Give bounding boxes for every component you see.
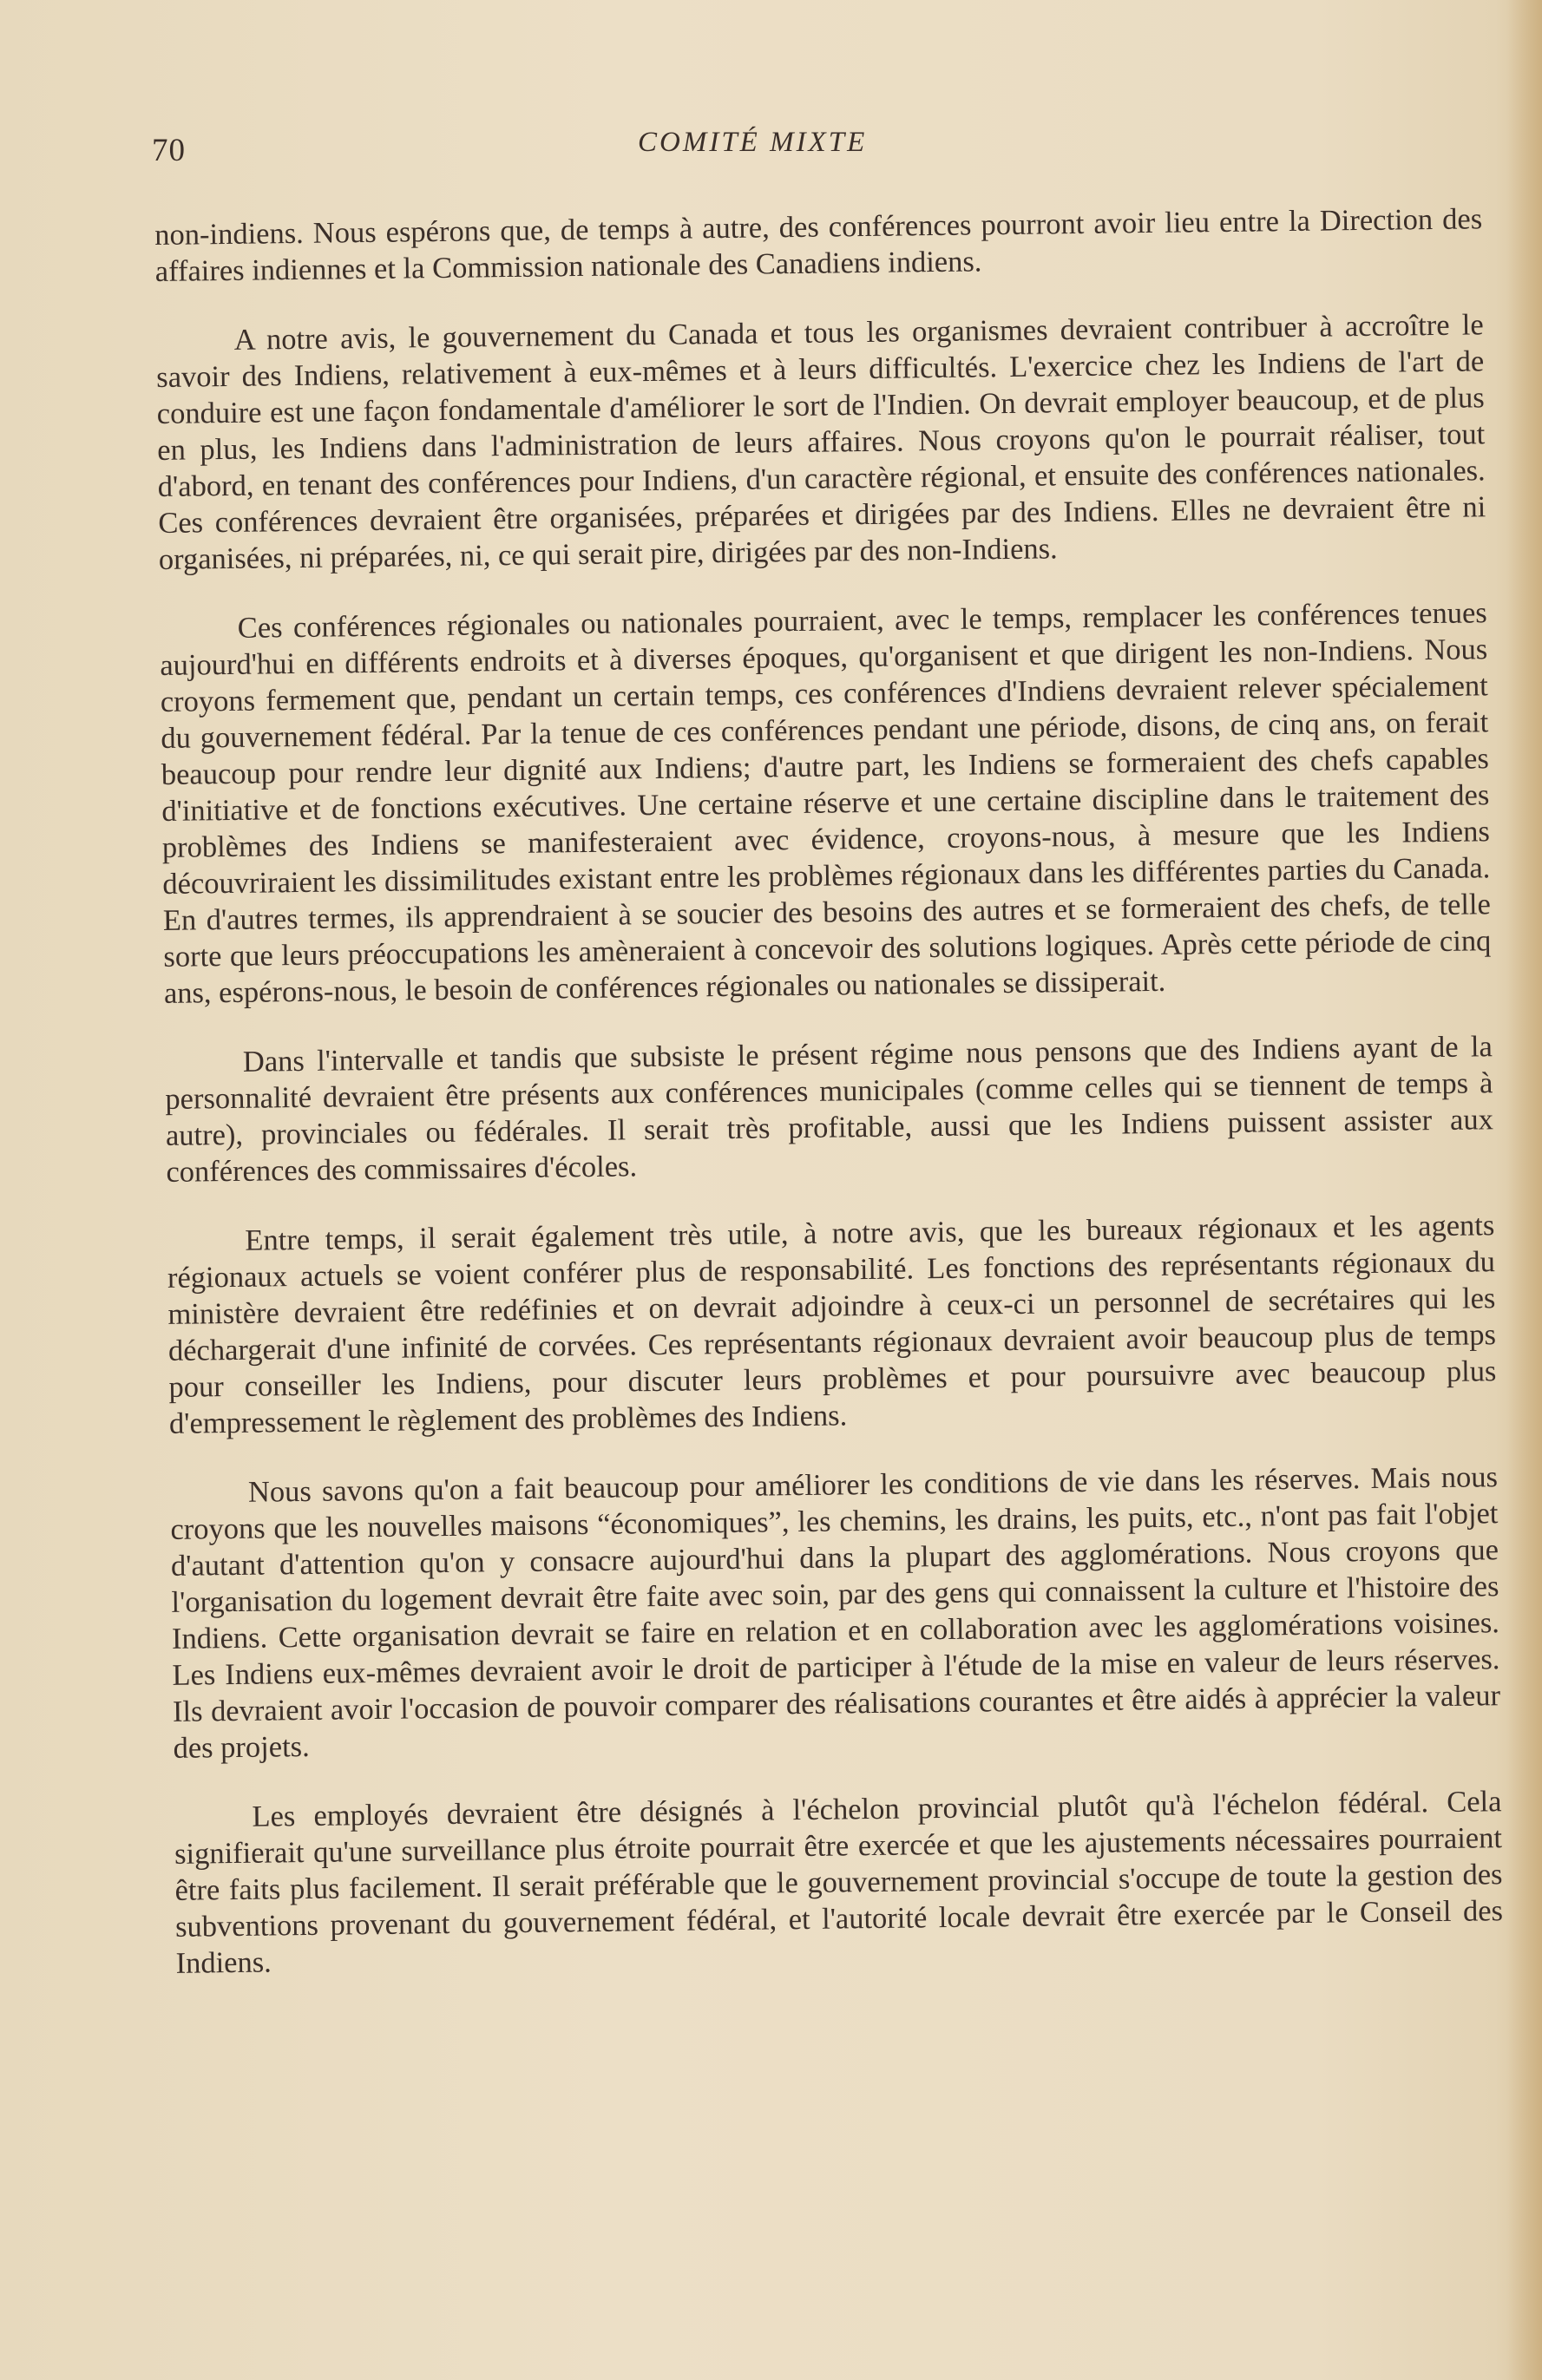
- page-edge-shadow: [1507, 0, 1542, 2380]
- running-title: COMITÉ MIXTE: [638, 127, 868, 158]
- paragraph: non-indiens. Nous espérons que, de temps à autre, des conférences pourront avoir lieu entre la Direction des affaires indiennes et la Commission nationale des Canadiens indiens.: [154, 202, 1483, 288]
- body-text: [154, 200, 1504, 2015]
- page-header: [152, 127, 1488, 184]
- paragraph: Ces conférences régionales ou nationales pourraient, avec le temps, remplacer les conférences tenues aujourd'hui en différents endroits et à diverses époques, qu'organisent et que dirigent les non-Indiens. Nous croyons fermement que, pendant un certain temps, ces conférences d'Indiens devraient relever spécialement du gouvernement fédéral. Par la tenue de ces conférences pendant une période, disons, de cinq ans, on ferait beaucoup pour rendre leur dignité aux Indiens; d'autre part, les Indiens se formeraient des chefs capables d'initiative et de fonctions exécutives. Une certaine réserve et une certaine discipline dans le traitement des problèmes des Indiens se manifesteraient avec évidence, croyons-nous, à mesure que les Indiens découvriraient les dissimilitudes existant entre les problèmes régionaux dans les différentes parties du Canada. En d'autres termes, ils apprendraient à se soucier des besoins des autres et se formeraient des chefs, de telle sorte que leurs préoccupations les amèneraient à concevoir des solutions logiques. Après cette période de cinq ans, espérons-nous, le besoin de conférences régionales ou nationales se dissiperait.: [160, 596, 1492, 1010]
- paragraph: Entre temps, il serait également très utile, à notre avis, que les bureaux régionaux et les agents régionaux actuels se voient conférer plus de responsabilité. Les fonctions des représentants régionaux du ministère devraient être redéfinies et on devrait adjoindre à ceux-ci un personnel de secrétaires qui les déchargerait d'une infinité de corvées. Ces représentants régionaux devraient avoir beaucoup plus de temps pour conseiller les Indiens, pour discuter leurs problèmes et pour poursuivre avec beaucoup plus d'empressement le règlement des problèmes des Indiens.: [167, 1209, 1497, 1440]
- paragraph: Les employés devraient être désignés à l'échelon provincial plutôt qu'à l'échelon fédéral. Cela signifierait qu'une surveillance plus étroite pourrait être exercée et que les ajustements nécessaires pourraient être faits plus facilement. Il serait préférable que le gouvernement provincial s'occupe de toute la gestion des subventions provenant du gouvernement fédéral, et l'autorité locale devrait être exercée par le Conseil des Indiens.: [174, 1785, 1504, 1980]
- paragraph: A notre avis, le gouvernement du Canada et tous les organismes devraient contribuer à accroître le savoir des Indiens, relativement à eux-mêmes et à leurs difficultés. L'exercice chez les Indiens de l'art de conduire est une façon fondamentale d'améliorer le sort de l'Indien. On devrait employer beaucoup, et de plus en plus, les Indiens dans l'administration de leurs affaires. Nous croyons qu'on le pourrait réaliser, tout d'abord, en tenant des conférences pour Indiens, d'un caractère régional, et ensuite des conférences nationales. Ces conférences devraient être organisées, préparées et dirigées par des Indiens. Elles ne devraient être ni organisées, ni préparées, ni, ce qui serait pire, dirigées par des non-Indiens.: [156, 308, 1486, 576]
- paragraph: Dans l'intervalle et tandis que subsiste le présent régime nous pensons que des Indiens ayant de la personnalité devraient être présents aux conférences municipales (comme celles qui se tiennent de temps à autre), provinciales ou fédérales. Il serait très profitable, aussi que les Indiens puissent assister aux conférences des commissaires d'écoles.: [165, 1030, 1494, 1189]
- paragraph: Nous savons qu'on a fait beaucoup pour améliorer les conditions de vie dans les réserves. Mais nous croyons que les nouvelles maisons “économiques”, les chemins, les drains, les puits, etc., n'ont pas fait l'objet d'autant d'attention qu'on y consacre aujourd'hui dans la plupart des agglomérations. Nous croyons que l'organisation du logement devrait être faite avec soin, par des gens qui connaissent la culture et l'histoire des Indiens. Cette organisation devrait se faire en relation et en collaboration avec les agglomérations voisines. Les Indiens eux-mêmes devraient avoir le droit de participer à l'étude de la mise en valeur de leurs réserves. Ils devraient avoir l'occasion de pouvoir comparer des réalisations courantes et être aidés à apprécier la valeur des projets.: [170, 1460, 1501, 1765]
- page-number: 70: [152, 133, 186, 168]
